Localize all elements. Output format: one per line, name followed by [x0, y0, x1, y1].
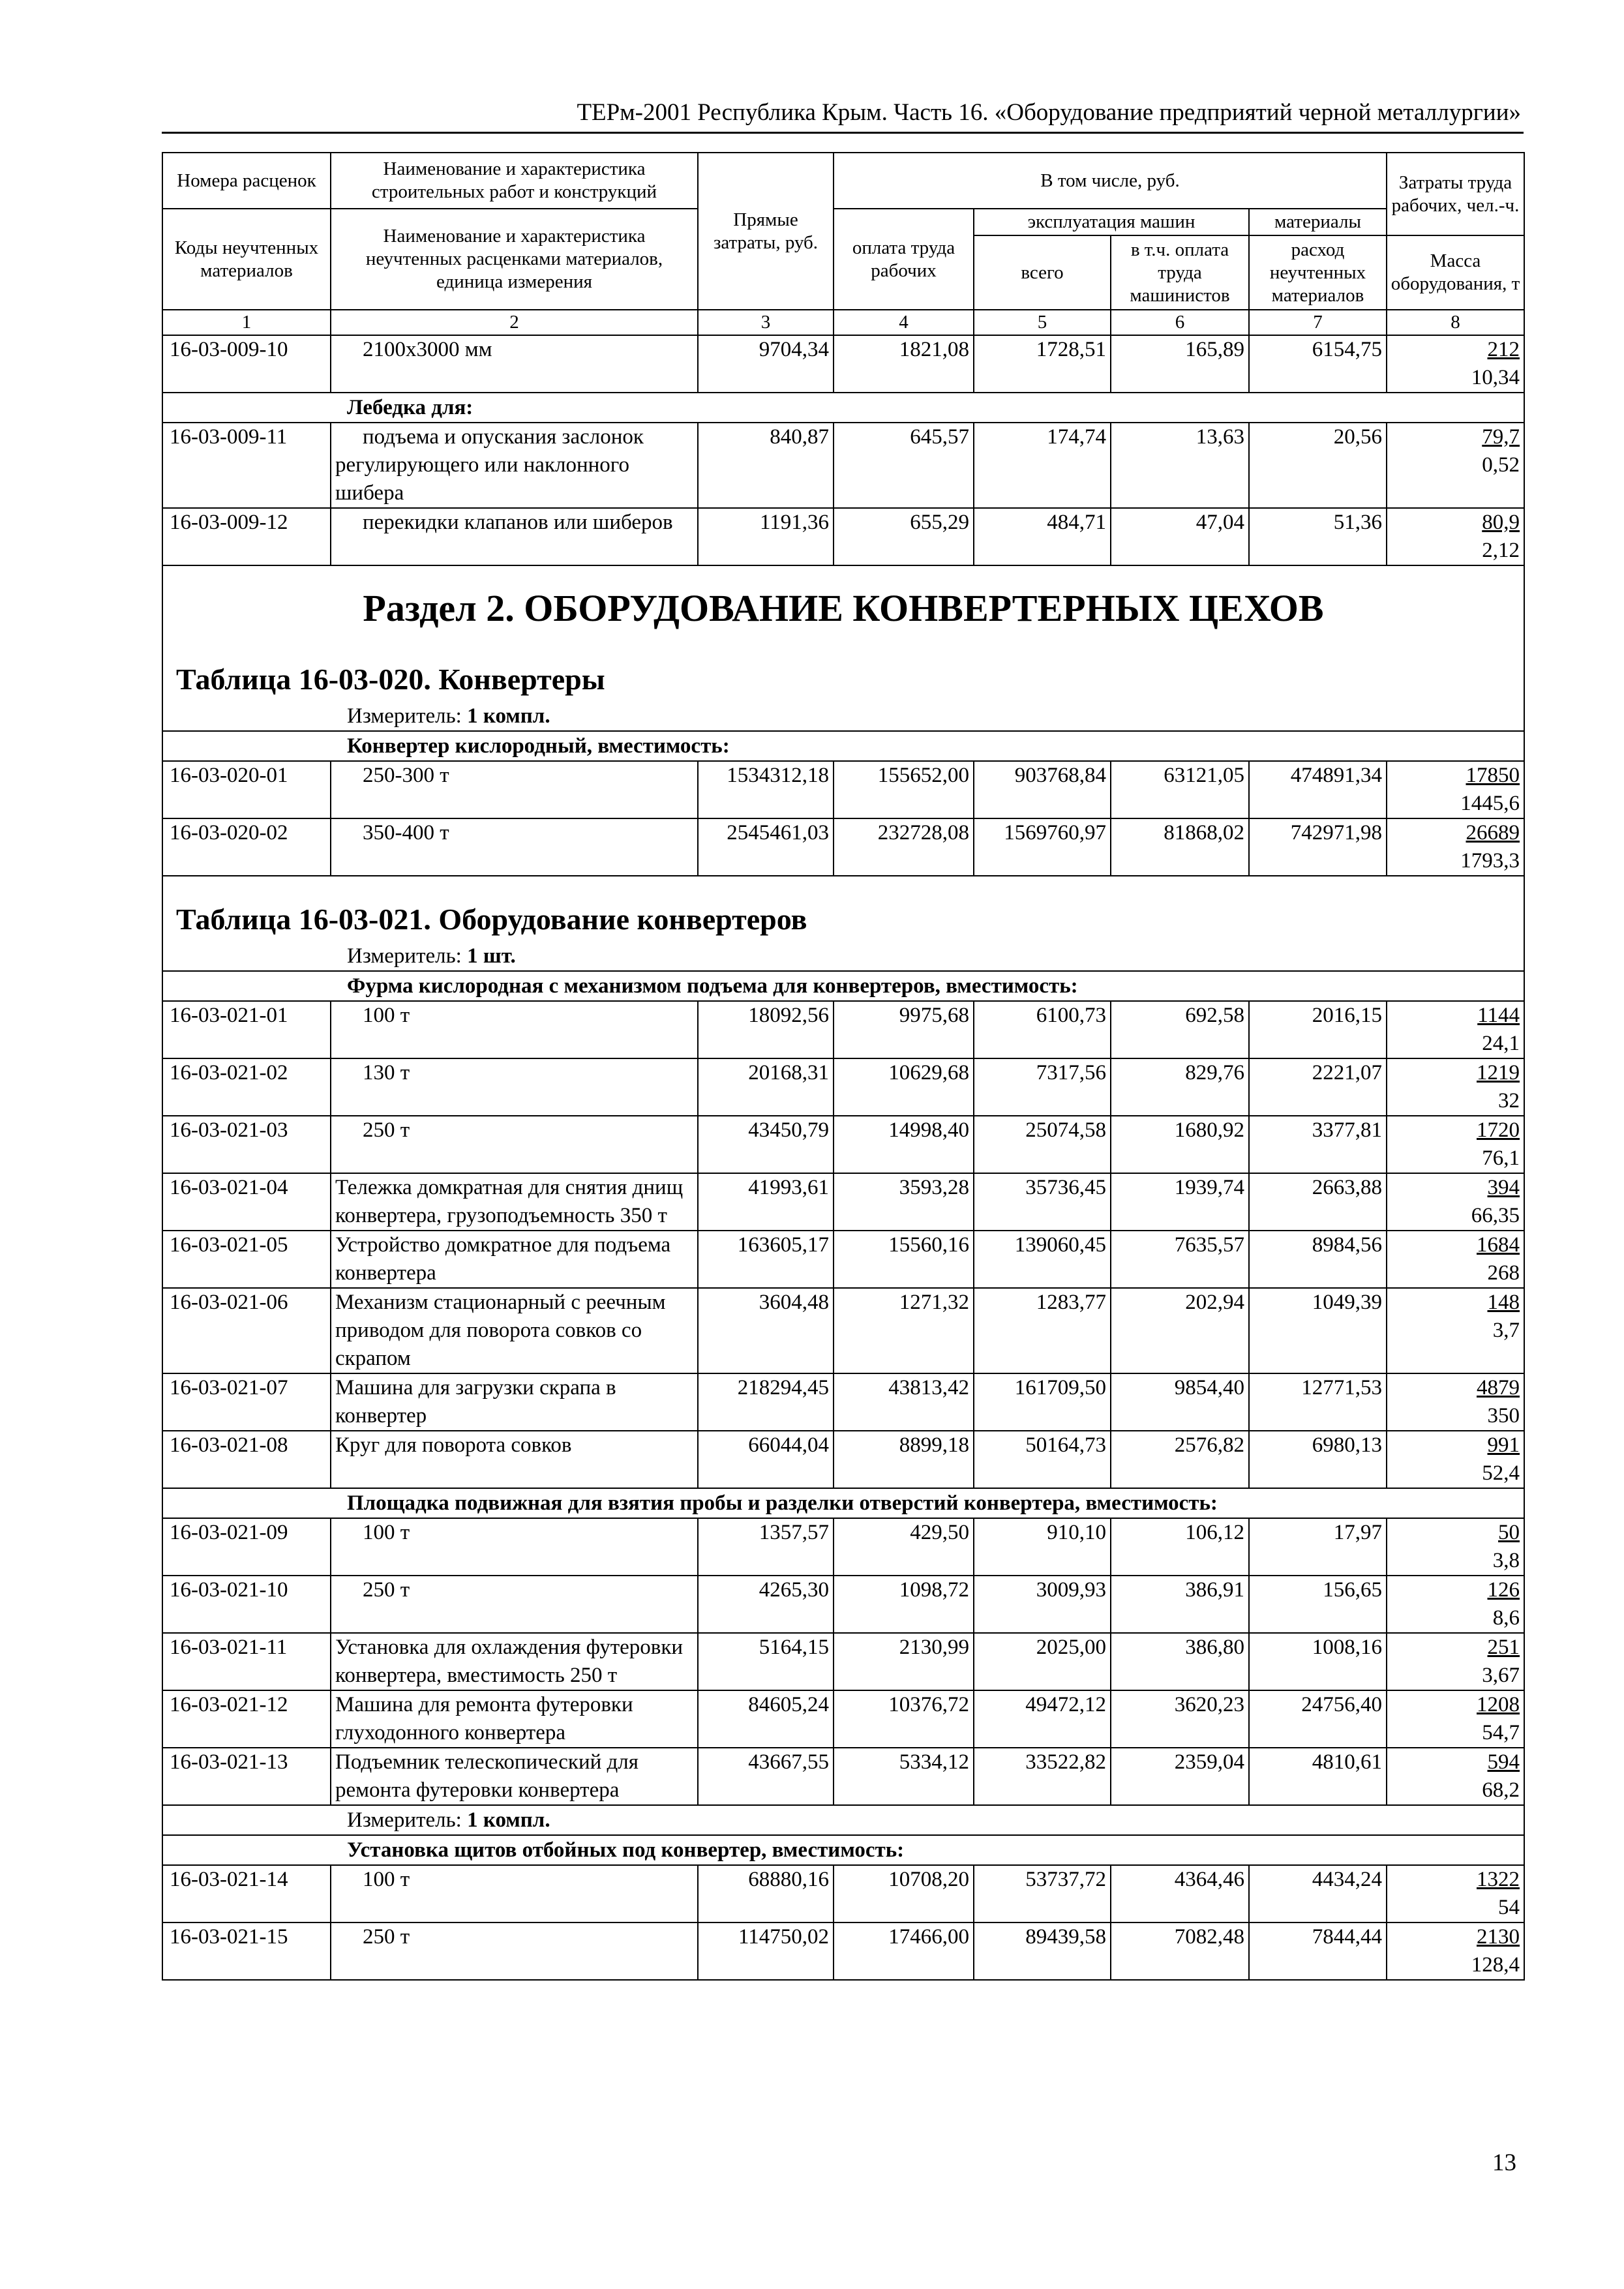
meter-label: Измеритель: — [347, 704, 462, 728]
rate-code: 16-03-021-09 — [162, 1518, 331, 1576]
col1-bottom: Коды неучтенных материалов — [162, 209, 331, 310]
group-heading-row — [162, 393, 1524, 423]
materials-cost: 7844,44 — [1249, 1922, 1387, 1980]
labor-cost: 232728,08 — [834, 818, 974, 876]
table-row — [162, 1373, 1524, 1431]
table-row — [162, 818, 1524, 876]
col4-header: оплата труда рабочих — [834, 209, 974, 310]
direct-cost: 1357,57 — [698, 1518, 834, 1576]
group-heading-row — [162, 971, 1524, 1001]
rate-name: 100 т — [331, 1518, 698, 1576]
labor-hours: 1144 — [1477, 1004, 1520, 1027]
rate-code: 16-03-009-10 — [162, 335, 331, 393]
rate-name: 250 т — [331, 1116, 698, 1173]
table-row — [162, 1001, 1524, 1058]
group-heading: Площадка подвижная для взятия пробы и разделки отверстий конвертера, вместимость: — [162, 1488, 1524, 1518]
meter-row — [162, 1805, 1524, 1835]
meter-value: 1 шт. — [467, 944, 516, 968]
materials-cost: 2663,88 — [1249, 1173, 1387, 1231]
labor-cost: 43813,42 — [834, 1373, 974, 1431]
header-rule — [162, 132, 1524, 134]
labor-hours: 79,7 — [1482, 425, 1520, 449]
rate-code: 16-03-021-14 — [162, 1865, 331, 1922]
operators-cost: 829,76 — [1111, 1058, 1249, 1116]
rate-code: 16-03-021-11 — [162, 1633, 331, 1690]
equipment-mass: 52,4 — [1482, 1461, 1520, 1485]
table-row — [162, 1116, 1524, 1173]
materials-cost: 17,97 — [1249, 1518, 1387, 1576]
column-header-table — [162, 152, 1525, 336]
group-heading-row — [162, 731, 1524, 761]
labor-hours: 394 — [1487, 1176, 1520, 1199]
rate-name: Тележка домкратная для снятия днищ конвертера, грузоподъемность 350 т — [331, 1173, 698, 1231]
rates-table — [162, 335, 1525, 1981]
rate-name: перекидки клапанов или шиберов — [331, 508, 698, 565]
direct-cost: 66044,04 — [698, 1431, 834, 1488]
rate-name: 100 т — [331, 1001, 698, 1058]
table-row — [162, 1231, 1524, 1288]
page-number: 13 — [1492, 2149, 1516, 2176]
table-row — [162, 1431, 1524, 1488]
equipment-mass: 0,52 — [1482, 453, 1520, 477]
rate-name: Устройство домкратное для подъема конвертера — [331, 1231, 698, 1288]
labor-mass-cell — [1387, 1058, 1524, 1116]
machines-cost: 1728,51 — [974, 335, 1111, 393]
rate-name: 130 т — [331, 1058, 698, 1116]
labor-hours: 1720 — [1477, 1118, 1520, 1142]
machines-cost: 139060,45 — [974, 1231, 1111, 1288]
table-row — [162, 1748, 1524, 1805]
col-number: 3 — [698, 310, 834, 335]
labor-cost: 10629,68 — [834, 1058, 974, 1116]
labor-cost: 429,50 — [834, 1518, 974, 1576]
equipment-mass: 24,1 — [1482, 1032, 1520, 1055]
machines-cost: 53737,72 — [974, 1865, 1111, 1922]
equipment-mass: 54 — [1498, 1896, 1520, 1919]
section-title-row — [162, 565, 1524, 702]
table-row — [162, 1288, 1524, 1373]
machines-cost: 3009,93 — [974, 1576, 1111, 1633]
machines-cost: 1569760,97 — [974, 818, 1111, 876]
labor-mass-cell — [1387, 423, 1524, 508]
materials-cost: 24756,40 — [1249, 1690, 1387, 1748]
operators-cost: 47,04 — [1111, 508, 1249, 565]
materials-cost: 6980,13 — [1249, 1431, 1387, 1488]
table-title-row — [162, 876, 1524, 942]
labor-hours: 2130 — [1477, 1925, 1520, 1949]
labor-cost: 9975,68 — [834, 1001, 974, 1058]
col8-bottom: Масса оборудования, т — [1387, 235, 1524, 310]
labor-mass-cell — [1387, 1373, 1524, 1431]
col2-top: Наименование и характеристика строительных работ и конструкций — [331, 153, 698, 209]
equipment-mass: 66,35 — [1471, 1204, 1520, 1227]
col2-bottom: Наименование и характеристика неучтенных расценками материалов, единица измерения — [331, 209, 698, 310]
labor-mass-cell — [1387, 1001, 1524, 1058]
labor-mass-cell — [1387, 1116, 1524, 1173]
labor-mass-cell — [1387, 1576, 1524, 1633]
col-number: 8 — [1387, 310, 1524, 335]
materials-cost: 2221,07 — [1249, 1058, 1387, 1116]
operators-cost: 1680,92 — [1111, 1116, 1249, 1173]
direct-cost: 114750,02 — [698, 1922, 834, 1980]
materials-cost: 1049,39 — [1249, 1288, 1387, 1373]
rate-code: 16-03-021-03 — [162, 1116, 331, 1173]
labor-cost: 2130,99 — [834, 1633, 974, 1690]
col-number: 5 — [974, 310, 1111, 335]
labor-cost: 5334,12 — [834, 1748, 974, 1805]
direct-cost: 5164,15 — [698, 1633, 834, 1690]
direct-cost: 9704,34 — [698, 335, 834, 393]
materials-cost: 1008,16 — [1249, 1633, 1387, 1690]
labor-cost: 1821,08 — [834, 335, 974, 393]
machines-cost: 910,10 — [974, 1518, 1111, 1576]
machines-cost: 33522,82 — [974, 1748, 1111, 1805]
col-number: 7 — [1249, 310, 1387, 335]
including-header: В том числе, руб. — [834, 153, 1387, 209]
direct-cost: 1191,36 — [698, 508, 834, 565]
rate-code: 16-03-021-08 — [162, 1431, 331, 1488]
equipment-mass: 68,2 — [1482, 1778, 1520, 1802]
operators-cost: 7635,57 — [1111, 1231, 1249, 1288]
labor-cost: 10376,72 — [834, 1690, 974, 1748]
labor-cost: 1098,72 — [834, 1576, 974, 1633]
equipment-mass: 3,8 — [1492, 1549, 1520, 1572]
materials-cost: 6154,75 — [1249, 335, 1387, 393]
group-heading: Конвертер кислородный, вместимость: — [162, 731, 1524, 761]
operators-cost: 3620,23 — [1111, 1690, 1249, 1748]
rate-code: 16-03-021-15 — [162, 1922, 331, 1980]
operators-cost: 63121,05 — [1111, 761, 1249, 818]
rate-code: 16-03-009-11 — [162, 423, 331, 508]
operators-cost: 386,91 — [1111, 1576, 1249, 1633]
group-heading: Фурма кислородная с механизмом подъема для конвертеров, вместимость: — [162, 971, 1524, 1001]
equipment-mass: 1793,3 — [1460, 849, 1520, 873]
rate-code: 16-03-021-06 — [162, 1288, 331, 1373]
operators-cost: 692,58 — [1111, 1001, 1249, 1058]
machines-cost: 89439,58 — [974, 1922, 1111, 1980]
rate-name: подъема и опускания заслонок регулирующего или наклонного шибера — [331, 423, 698, 508]
group-heading-row — [162, 1488, 1524, 1518]
equipment-mass: 268 — [1487, 1261, 1520, 1285]
materials-cost: 474891,34 — [1249, 761, 1387, 818]
labor-mass-cell — [1387, 1690, 1524, 1748]
materials-cost: 4434,24 — [1249, 1865, 1387, 1922]
labor-mass-cell — [1387, 508, 1524, 565]
table-row — [162, 1633, 1524, 1690]
rate-name: 250 т — [331, 1922, 698, 1980]
labor-cost: 645,57 — [834, 423, 974, 508]
direct-cost: 68880,16 — [698, 1865, 834, 1922]
rate-code: 16-03-021-01 — [162, 1001, 331, 1058]
document-page — [162, 98, 1524, 1981]
labor-cost: 1271,32 — [834, 1288, 974, 1373]
table-row — [162, 423, 1524, 508]
labor-cost: 155652,00 — [834, 761, 974, 818]
materials-cost: 12771,53 — [1249, 1373, 1387, 1431]
labor-mass-cell — [1387, 1518, 1524, 1576]
rate-code: 16-03-021-07 — [162, 1373, 331, 1431]
labor-hours: 50 — [1498, 1521, 1520, 1544]
machines-cost: 161709,50 — [974, 1373, 1111, 1431]
labor-cost: 15560,16 — [834, 1231, 974, 1288]
col-number: 4 — [834, 310, 974, 335]
col1-top: Номера расценок — [162, 153, 331, 209]
labor-hours: 17850 — [1466, 764, 1520, 787]
col5-header: всего — [974, 235, 1111, 310]
operators-cost: 2576,82 — [1111, 1431, 1249, 1488]
rate-code: 16-03-020-02 — [162, 818, 331, 876]
machines-cost: 7317,56 — [974, 1058, 1111, 1116]
rate-name: Машина для ремонта футеровки глуходонного конвертера — [331, 1690, 698, 1748]
running-title: ТЕРм-2001 Республика Крым. Часть 16. «Оборудование предприятий черной металлургии» — [577, 99, 1521, 126]
table-row — [162, 1058, 1524, 1116]
machines-cost: 2025,00 — [974, 1633, 1111, 1690]
labor-mass-cell — [1387, 1288, 1524, 1373]
group-heading-row — [162, 1835, 1524, 1865]
equipment-mass: 76,1 — [1482, 1146, 1520, 1170]
direct-cost: 3604,48 — [698, 1288, 834, 1373]
equipment-mass: 3,67 — [1482, 1664, 1520, 1687]
materials-cost: 20,56 — [1249, 423, 1387, 508]
labor-cost: 14998,40 — [834, 1116, 974, 1173]
rate-name: Подъемник телескопический для ремонта футеровки конвертера — [331, 1748, 698, 1805]
operators-cost: 4364,46 — [1111, 1865, 1249, 1922]
group-heading: Установка щитов отбойных под конвертер, вместимость: — [162, 1835, 1524, 1865]
rate-name: Круг для поворота совков — [331, 1431, 698, 1488]
direct-cost: 2545461,03 — [698, 818, 834, 876]
table-row — [162, 761, 1524, 818]
section-title: Раздел 2. ОБОРУДОВАНИЕ КОНВЕРТЕРНЫХ ЦЕХОВ — [363, 587, 1324, 629]
rate-name: Установка для охлаждения футеровки конвертера, вместимость 250 т — [331, 1633, 698, 1690]
operators-cost: 165,89 — [1111, 335, 1249, 393]
col6-header: в т.ч. оплата труда машинистов — [1111, 235, 1249, 310]
operators-cost: 13,63 — [1111, 423, 1249, 508]
direct-cost: 41993,61 — [698, 1173, 834, 1231]
labor-hours: 1684 — [1477, 1233, 1520, 1257]
equipment-mass: 10,34 — [1471, 366, 1520, 389]
group-heading: Лебедка для: — [162, 393, 1524, 423]
labor-hours: 126 — [1487, 1578, 1520, 1602]
rate-code: 16-03-021-04 — [162, 1173, 331, 1231]
rate-name: Машина для загрузки скрапа в конвертер — [331, 1373, 698, 1431]
machines-cost: 6100,73 — [974, 1001, 1111, 1058]
table-row — [162, 1865, 1524, 1922]
materials-header: материалы — [1249, 209, 1387, 235]
rate-code: 16-03-021-10 — [162, 1576, 331, 1633]
machines-cost: 174,74 — [974, 423, 1111, 508]
operators-cost: 1939,74 — [1111, 1173, 1249, 1231]
rate-code: 16-03-021-02 — [162, 1058, 331, 1116]
operators-cost: 81868,02 — [1111, 818, 1249, 876]
labor-cost: 10708,20 — [834, 1865, 974, 1922]
labor-mass-cell — [1387, 818, 1524, 876]
table-row — [162, 335, 1524, 393]
labor-cost: 3593,28 — [834, 1173, 974, 1231]
labor-mass-cell — [1387, 335, 1524, 393]
materials-cost: 4810,61 — [1249, 1748, 1387, 1805]
machines-header: эксплуатация машин — [974, 209, 1249, 235]
equipment-mass: 32 — [1498, 1089, 1520, 1113]
table-title: Таблица 16-03-020. Конвертеры — [176, 663, 605, 696]
rate-code: 16-03-021-13 — [162, 1748, 331, 1805]
rate-name: 250-300 т — [331, 761, 698, 818]
labor-hours: 991 — [1487, 1433, 1520, 1457]
table-title: Таблица 16-03-021. Оборудование конвертеров — [176, 903, 807, 936]
labor-mass-cell — [1387, 1231, 1524, 1288]
col8-top: Затраты труда рабочих, чел.-ч. — [1387, 153, 1524, 235]
rate-name: 350-400 т — [331, 818, 698, 876]
labor-cost: 8899,18 — [834, 1431, 974, 1488]
labor-hours: 1219 — [1477, 1061, 1520, 1085]
labor-hours: 148 — [1487, 1291, 1520, 1314]
rate-name: Механизм стационарный с реечным приводом для поворота совков со скрапом — [331, 1288, 698, 1373]
materials-cost: 8984,56 — [1249, 1231, 1387, 1288]
table-row — [162, 1922, 1524, 1980]
operators-cost: 7082,48 — [1111, 1922, 1249, 1980]
col-number: 2 — [331, 310, 698, 335]
labor-mass-cell — [1387, 1865, 1524, 1922]
labor-hours: 251 — [1487, 1636, 1520, 1659]
rate-code: 16-03-021-05 — [162, 1231, 331, 1288]
meter-label: Измеритель: — [347, 944, 462, 968]
materials-cost: 51,36 — [1249, 508, 1387, 565]
labor-mass-cell — [1387, 761, 1524, 818]
equipment-mass: 350 — [1487, 1404, 1520, 1428]
direct-cost: 43450,79 — [698, 1116, 834, 1173]
table-row — [162, 1173, 1524, 1231]
meter-row — [162, 702, 1524, 731]
machines-cost: 25074,58 — [974, 1116, 1111, 1173]
direct-cost: 84605,24 — [698, 1690, 834, 1748]
direct-cost: 840,87 — [698, 423, 834, 508]
direct-cost: 43667,55 — [698, 1748, 834, 1805]
machines-cost: 484,71 — [974, 508, 1111, 565]
direct-cost: 1534312,18 — [698, 761, 834, 818]
col3-header: Прямые затраты, руб. — [698, 153, 834, 310]
labor-cost: 655,29 — [834, 508, 974, 565]
operators-cost: 2359,04 — [1111, 1748, 1249, 1805]
equipment-mass: 54,7 — [1482, 1721, 1520, 1744]
col-number: 6 — [1111, 310, 1249, 335]
equipment-mass: 2,12 — [1482, 539, 1520, 562]
operators-cost: 202,94 — [1111, 1288, 1249, 1373]
meter-value: 1 компл. — [467, 1808, 550, 1832]
meter-label: Измеритель: — [347, 1808, 462, 1832]
labor-mass-cell — [1387, 1633, 1524, 1690]
labor-mass-cell — [1387, 1748, 1524, 1805]
materials-cost: 742971,98 — [1249, 818, 1387, 876]
direct-cost: 20168,31 — [698, 1058, 834, 1116]
rate-name: 250 т — [331, 1576, 698, 1633]
rate-name: 2100х3000 мм — [331, 335, 698, 393]
labor-mass-cell — [1387, 1431, 1524, 1488]
equipment-mass: 8,6 — [1492, 1606, 1520, 1630]
col7-header: расход неучтенных материалов — [1249, 235, 1387, 310]
table-row — [162, 1576, 1524, 1633]
rate-code: 16-03-020-01 — [162, 761, 331, 818]
labor-hours: 26689 — [1466, 821, 1520, 845]
machines-cost: 35736,45 — [974, 1173, 1111, 1231]
machines-cost: 50164,73 — [974, 1431, 1111, 1488]
machines-cost: 49472,12 — [974, 1690, 1111, 1748]
operators-cost: 386,80 — [1111, 1633, 1249, 1690]
rate-code: 16-03-021-12 — [162, 1690, 331, 1748]
equipment-mass: 128,4 — [1471, 1953, 1520, 1977]
table-row — [162, 1690, 1524, 1748]
meter-row — [162, 942, 1524, 971]
machines-cost: 1283,77 — [974, 1288, 1111, 1373]
table-row — [162, 508, 1524, 565]
labor-hours: 80,9 — [1482, 511, 1520, 534]
labor-hours: 4879 — [1477, 1376, 1520, 1399]
direct-cost: 163605,17 — [698, 1231, 834, 1288]
materials-cost: 3377,81 — [1249, 1116, 1387, 1173]
labor-hours: 212 — [1487, 338, 1520, 361]
rate-code: 16-03-009-12 — [162, 508, 331, 565]
direct-cost: 218294,45 — [698, 1373, 834, 1431]
equipment-mass: 1445,6 — [1460, 792, 1520, 815]
labor-cost: 17466,00 — [834, 1922, 974, 1980]
labor-hours: 1208 — [1477, 1693, 1520, 1716]
machines-cost: 903768,84 — [974, 761, 1111, 818]
col-number: 1 — [162, 310, 331, 335]
labor-hours: 1322 — [1477, 1868, 1520, 1891]
table-row — [162, 1518, 1524, 1576]
labor-hours: 594 — [1487, 1750, 1520, 1774]
operators-cost: 106,12 — [1111, 1518, 1249, 1576]
labor-mass-cell — [1387, 1173, 1524, 1231]
materials-cost: 2016,15 — [1249, 1001, 1387, 1058]
equipment-mass: 3,7 — [1492, 1319, 1520, 1342]
materials-cost: 156,65 — [1249, 1576, 1387, 1633]
direct-cost: 4265,30 — [698, 1576, 834, 1633]
labor-mass-cell — [1387, 1922, 1524, 1980]
rate-name: 100 т — [331, 1865, 698, 1922]
meter-value: 1 компл. — [467, 704, 550, 728]
direct-cost: 18092,56 — [698, 1001, 834, 1058]
operators-cost: 9854,40 — [1111, 1373, 1249, 1431]
